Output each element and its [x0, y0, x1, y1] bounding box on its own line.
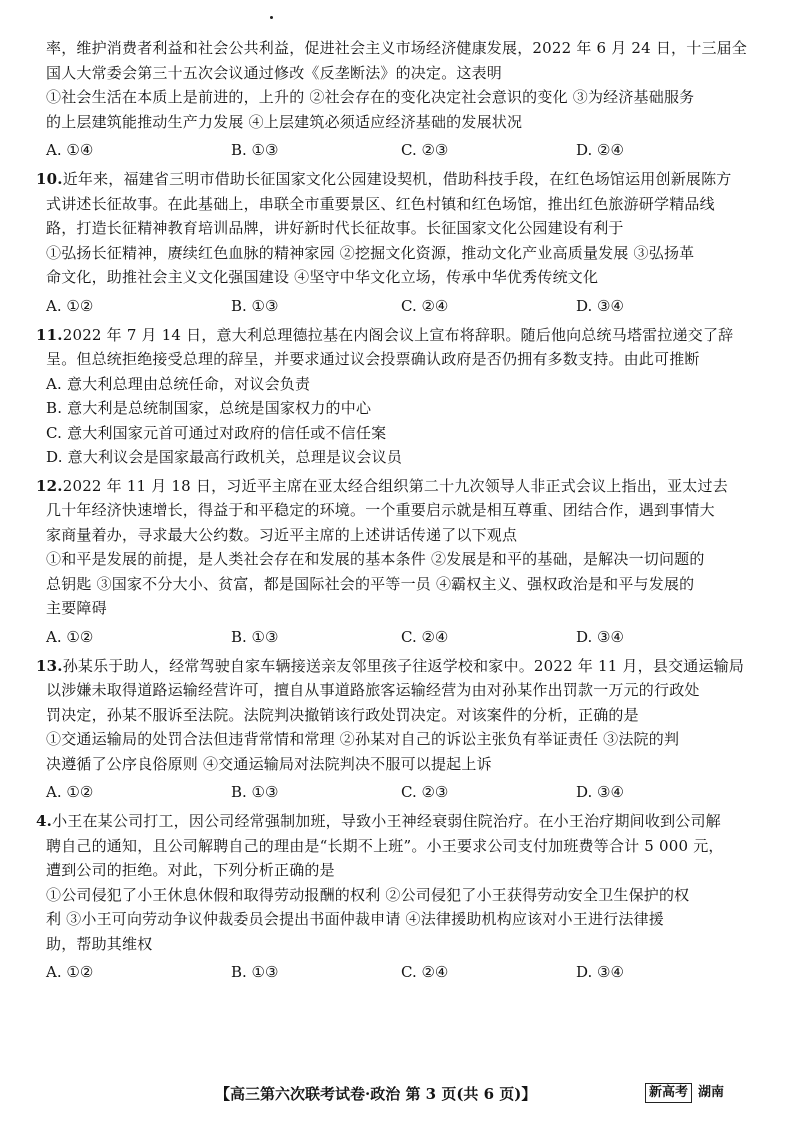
question-line: 路，打造长征精神教育培训品牌，讲好新时代长征故事。长征国家文化公园建设有利于 — [46, 219, 624, 237]
option-a: A. ①② — [46, 783, 94, 801]
option-c: C. ②④ — [401, 296, 449, 315]
question-line: 总钥匙 ③国家不分大小、贫富，都是国际社会的平等一员 ④霸权主义、强权政治是和平与发展的 — [46, 574, 695, 593]
question-line: 孙某乐于助人，经常驾驶自家车辆接送亲友邻里孩子往返学校和家中。2022 年 11 月，县交通运输局 — [62, 656, 745, 675]
question-line: ①弘扬长征精神，赓续红色血脉的精神家园 ②挖掘文化资源，推动文化产业高质量发展 ③弘扬革 — [46, 243, 695, 262]
question-line: 主要障碍 — [46, 599, 107, 617]
option-c: C. ②④ — [401, 627, 449, 646]
question-line: 呈。但总统拒绝接受总理的辞呈，并要求通过议会投票确认政府是否仍拥有多数支持。由此可推断 — [46, 350, 700, 368]
exam-content — [36, 36, 748, 985]
option-a: A. ①② — [46, 963, 94, 981]
choice-b: B. 意大利是总统制国家，总统是国家权力的中心 — [46, 399, 372, 417]
question-14 — [36, 809, 746, 985]
question-number: 4. — [36, 812, 53, 830]
question-line: 率，维护消费者利益和社会公共利益，促进社会主义市场经济健康发展，2022 年 6 月 24 日，十三届全 — [46, 39, 748, 57]
page-footer — [0, 1083, 794, 1107]
question-10 — [36, 167, 746, 319]
footer-title: 【高三第六次联考试卷·政治 第 3 页(共 6 页)】 — [215, 1085, 537, 1103]
answer-options — [46, 293, 746, 319]
region-label: 湖南 — [698, 1085, 725, 1100]
question-11 — [36, 323, 746, 470]
question-9-tail — [46, 36, 746, 163]
question-line: 国人大常委会第三十五次会议通过修改《反垄断法》的决定。这表明 — [46, 63, 503, 82]
option-c: C. ②③ — [401, 141, 449, 159]
choice-a: A. 意大利总理由总统任命，对议会负责 — [46, 374, 311, 393]
answer-options — [46, 959, 746, 985]
question-line: 2022 年 11 月 18 日，习近平主席在亚太经合组织第二十九次领导人非正式会议上指出，亚太过去 — [62, 476, 728, 495]
question-number: 13. — [36, 656, 63, 675]
answer-options — [46, 137, 746, 163]
question-line: 遭到公司的拒绝。对此，下列分析正确的是 — [46, 861, 335, 879]
option-a: A. ①④ — [46, 141, 94, 159]
exam-badge: 新高考 — [645, 1083, 692, 1103]
question-line: ①和平是发展的前提，是人类社会存在和发展的基本条件 ②发展是和平的基础，是解决一切问题的 — [46, 550, 705, 568]
question-line: 的上层建筑能推动生产力发展 ④上层建筑必须适应经济基础的发展状况 — [46, 112, 523, 131]
question-line: 罚决定，孙某不服诉至法院。法院判决撤销该行政处罚决定。对该案件的分析，正确的是 — [46, 705, 639, 724]
answer-options — [46, 624, 746, 650]
question-line: 小王在某公司打工，因公司经常强制加班，导致小王神经衰弱住院治疗。在小王治疗期间收到公司解 — [52, 812, 721, 830]
option-c: C. ②④ — [401, 963, 449, 981]
choice-c: C. 意大利国家元首可通过对政府的信任或不信任案 — [46, 423, 387, 442]
option-d: D. ③④ — [576, 783, 624, 801]
option-c: C. ②③ — [401, 783, 449, 801]
question-line: 几十年经济快速增长，得益于和平稳定的环境。一个重要启示就是相互尊重、团结合作，遇到事情大 — [46, 501, 715, 519]
question-line: ①交通运输局的处罚合法但违背常情和常理 ②孙某对自己的诉讼主张负有举证责任 ③法院的判 — [46, 730, 680, 748]
question-line: 利 ③小王可向劳动争议仲裁委员会提出书面仲裁申请 ④法律援助机构应该对小王进行法律援 — [46, 910, 664, 928]
option-d: D. ③④ — [576, 296, 624, 315]
option-b: B. ①③ — [231, 963, 279, 981]
question-line: 式讲述长征故事。在此基础上，串联全市重要景区、红色村镇和红色场馆，推出红色旅游研学精品线 — [46, 194, 715, 213]
question-number: 12. — [36, 476, 63, 495]
option-a: A. ①② — [46, 296, 94, 315]
question-line: ①公司侵犯了小王休息休假和取得劳动报酬的权利 ②公司侵犯了小王获得劳动安全卫生保护的权 — [46, 885, 690, 904]
answer-options — [46, 779, 746, 805]
option-b: B. ①③ — [231, 627, 279, 646]
question-line: ①社会生活在本质上是前进的，上升的 ②社会存在的变化决定社会意识的变化 ③为经济基础服务 — [46, 88, 695, 106]
option-b: B. ①③ — [231, 141, 279, 159]
question-12 — [36, 474, 746, 650]
question-line: 命文化，助推社会主义文化强国建设 ④坚守中华文化立场，传承中华优秀传统文化 — [46, 268, 599, 286]
option-a: A. ①② — [46, 627, 94, 646]
scan-speck — [270, 16, 273, 19]
question-13 — [36, 654, 746, 806]
question-line: 以涉嫌未取得道路运输经营许可，擅自从事道路旅客运输经营为由对孙某作出罚款一万元的行政处 — [46, 681, 700, 699]
option-d: D. ③④ — [576, 963, 624, 981]
question-line: 聘自己的通知，且公司解聘自己的理由是“长期不上班”。小王要求公司支付加班费等合计 5 000 元， — [46, 836, 724, 855]
question-line: 2022 年 7 月 14 日，意大利总理德拉基在内阁会议上宣布将辞职。随后他向总统马塔雷拉递交了辞 — [62, 325, 734, 344]
question-line: 近年来，福建省三明市借助长征国家文化公园建设契机，借助科技手段，在红色场馆运用创新展陈方 — [62, 170, 732, 188]
option-d: D. ③④ — [576, 627, 624, 646]
option-d: D. ②④ — [576, 141, 624, 159]
question-line: 助，帮助其维权 — [46, 934, 153, 953]
question-number: 11. — [36, 325, 63, 344]
question-line: 家商量着办，寻求最大公约数。习近平主席的上述讲话传递了以下观点 — [46, 525, 518, 544]
option-b: B. ①③ — [231, 296, 279, 315]
choice-d: D. 意大利议会是国家最高行政机关，总理是议会议员 — [46, 448, 403, 466]
option-b: B. ①③ — [231, 783, 279, 801]
question-number: 10. — [36, 170, 63, 188]
question-line: 决遵循了公序良俗原则 ④交通运输局对法院判决不服可以提起上诉 — [46, 754, 492, 773]
